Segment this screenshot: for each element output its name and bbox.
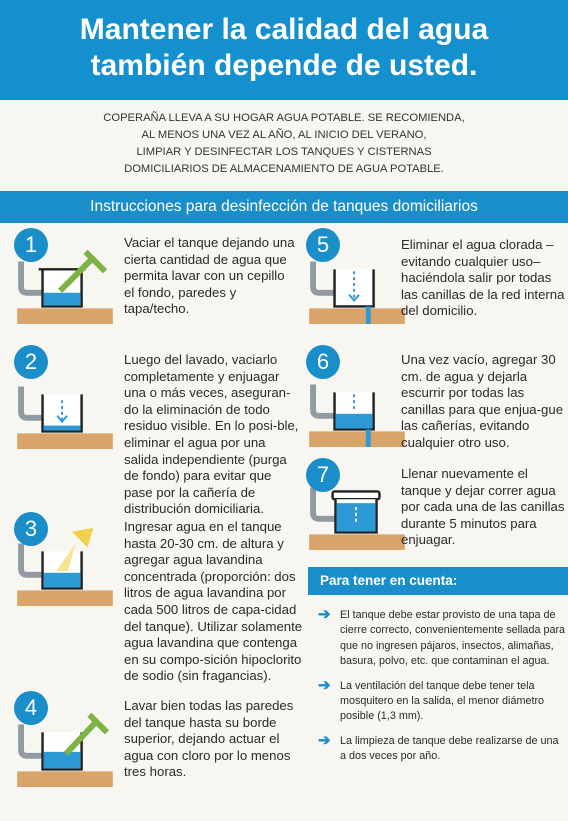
step-3 [14,512,304,682]
instructions-title: Instrucciones para desinfección de tanques domiciliarios [0,191,568,223]
title-line-1: Mantener la calidad del agua [79,13,489,46]
intro-line: COPERAÑA LLEVA A SU HOGAR AGUA POTABLE. SE RECOMIENDA, [103,112,465,124]
intro-line: LIMPIAR Y DESINFECTAR LOS TANQUES Y CISTERNAS [136,146,432,158]
step-7 [306,458,568,568]
step-number: 2 [14,345,48,379]
step-number: 1 [14,228,48,262]
list-item [318,731,566,765]
step-text: Ingresar agua en el tanque hasta 20-30 cm. de altura y agregar agua lavandina concentrada (proporción: dos litros de agua lavandina por cada 500 litros de capa-cidad del tanque). Utilizar solamente agua lavandina que contenga en su compo-sición hipoclorito de sodio (sin fragancias). [124,519,303,684]
title-line-2: también depende de usted. [90,49,478,82]
step-6 [306,345,568,455]
step-5 [306,228,568,338]
header-banner [0,0,568,100]
note-text: La ventilación del tanque debe tener tela mosquitero en la salida, el menor diámetro posible (1,3 mm). [340,679,545,723]
arrow-right-icon: ➔ [318,606,331,623]
tank-drain-icon [16,367,114,449]
list-item [318,676,566,725]
list-item [318,608,566,670]
intro-line: AL MENOS UNA VEZ AL AÑO, AL INICIO DEL VERANO, [141,129,427,141]
arrow-right-icon: ➔ [318,731,331,749]
step-text: Eliminar el agua clorada –evitando cualquier uso– haciéndola salir por todas las canillas de la red interna del domicilio. [401,237,565,319]
note-text: La limpieza de tanque debe realizarse de una a dos veces por año. [340,734,559,763]
note-text: El tanque debe estar provisto de una tapa de cierre correcto, convenientemente sellada para que no ingresen pájaros, insectos, alimañas, basura, polvo, etc. que contaminan el agua. [340,609,566,668]
intro-text [20,110,548,178]
notes-list [318,608,566,774]
notes-title: Para tener en cuenta: [308,567,568,595]
step-text: Una vez vacío, agregar 30 cm. de agua y dejarla escurrir por todas las canillas para que enjua-gue las cañerías, evitando cualquier otro uso. [401,352,564,450]
intro-line: DOMICILIARIOS DE ALMACENAMIENTO DE AGUA POTABLE. [124,163,444,175]
step-2 [14,345,304,517]
step-text: Lavar bien todas las paredes del tanque hasta su borde superior, dejando actuar el agua con cloro por lo menos tres horas. [124,698,294,780]
page-title [0,0,568,84]
step-4 [14,691,304,801]
step-text: Llenar nuevamente el tanque y dejar correr agua por cada una de las canillas durante 5 minutos para enjuagar. [401,466,565,548]
step-text: Luego del lavado, vaciarlo completamente y enjuagar una o más veces, aseguran-do la eliminación de todo residuo visible. En lo posi-ble, eliminar el agua por una salida independiente (purga de fondo) para evitar que pase por la cañería de distribución domiciliaria. [124,352,299,517]
step-number: 6 [306,345,340,379]
step-number: 3 [14,512,48,546]
step-number: 7 [306,458,340,492]
step-number: 5 [306,228,340,262]
step-text: Vaciar el tanque dejando una cierta cantidad de agua que permita lavar con un cepillo el fondo, paredes y tapa/techo. [124,235,295,317]
step-number: 4 [14,691,48,725]
step-1 [14,228,304,338]
arrow-right-icon: ➔ [318,676,331,694]
